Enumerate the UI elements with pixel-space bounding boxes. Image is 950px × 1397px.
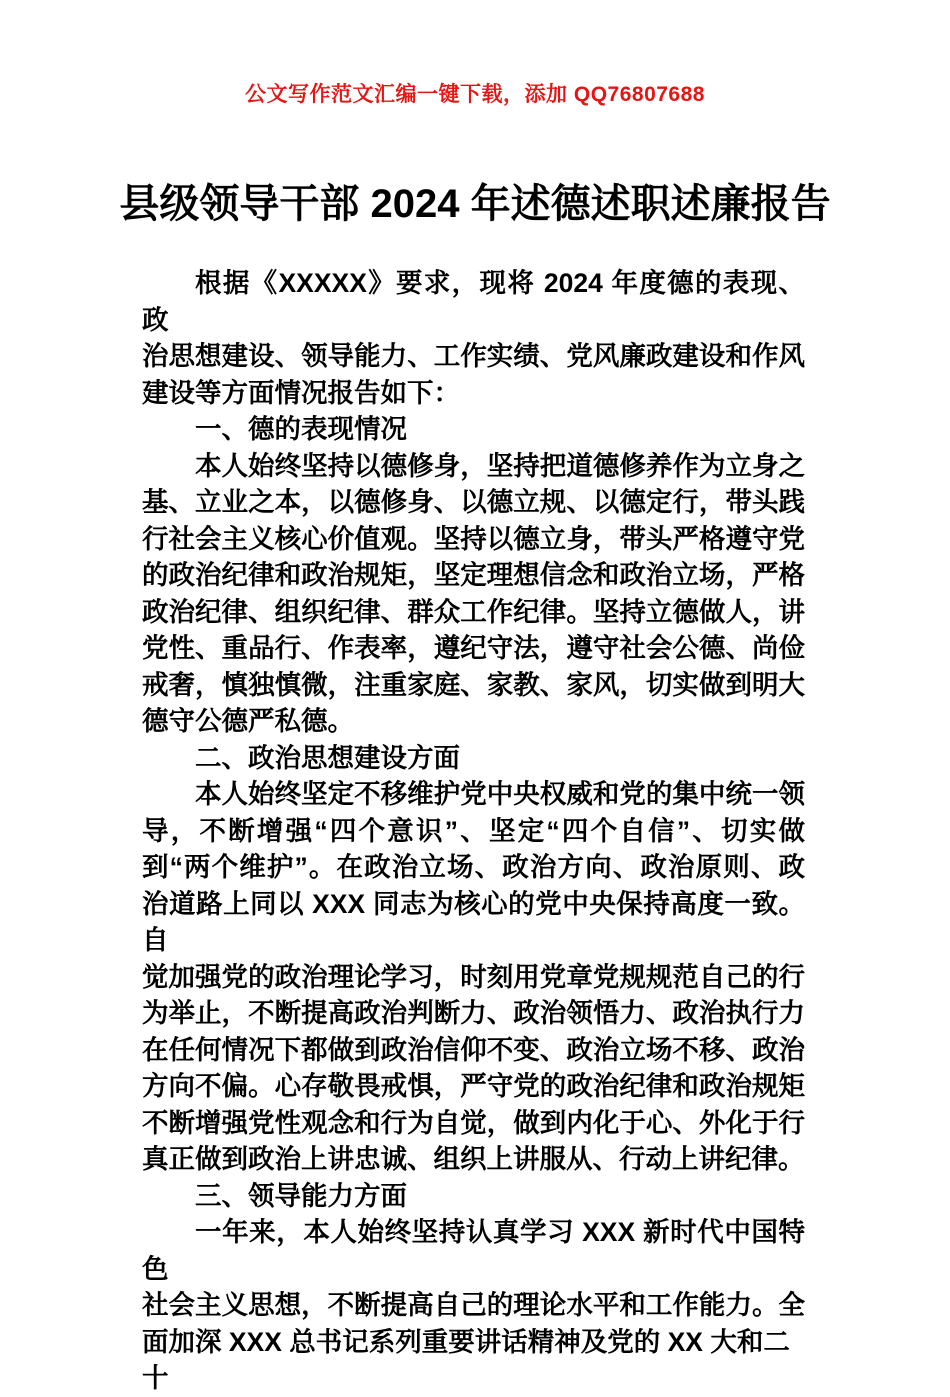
section-heading: 一、德的表现情况 bbox=[195, 414, 407, 444]
text-line: 不断增强党性观念和行为自觉，做到内化于心、外化于行 bbox=[142, 1107, 805, 1138]
text-line: 行社会主义核心价值观。坚持以德立身，带头严格遵守党 bbox=[142, 523, 805, 554]
text-line: 的政治纪律和政治规矩，坚定理想信念和政治立场，严格 bbox=[142, 560, 805, 590]
document-body bbox=[142, 265, 805, 1397]
text-line: 社会主义思想，不断提高自己的理论水平和工作能力。全 bbox=[142, 1290, 805, 1320]
text-line: 戒奢，慎独慎微，注重家庭、家教、家风，切实做到明大 bbox=[142, 669, 805, 700]
text-line: 本人始终坚定不移维护党中央权威和党的集中统一领 bbox=[195, 779, 805, 809]
text-line: 德守公德严私德。 bbox=[142, 706, 354, 736]
text-line: 政治纪律、组织纪律、群众工作纪律。坚持立德做人，讲 bbox=[142, 596, 805, 627]
text-line: 一年来，本人始终坚持认真学习 XXX 新时代中国特色 bbox=[142, 1217, 805, 1284]
text-line: 基、立业之本，以德修身、以德立规、以德定行，带头践 bbox=[142, 487, 805, 517]
text-line: 面加深 XXX 总书记系列重要讲话精神及党的 XX 大和二十 bbox=[142, 1326, 790, 1393]
text-line: 为举止，不断提高政治判断力、政治领悟力、政治执行力 bbox=[142, 998, 805, 1028]
text-line: 方向不偏。心存敬畏戒惧，严守党的政治纪律和政治规矩 bbox=[142, 1071, 805, 1101]
text-line: 建设等方面情况报告如下： bbox=[142, 377, 460, 408]
text-line: 导，不断增强“四个意识”、坚定“四个自信”、切实做 bbox=[142, 815, 805, 846]
promo-banner: 公文写作范文汇编一键下载，添加 QQ76807688 bbox=[245, 83, 705, 106]
section-heading: 二、政治思想建设方面 bbox=[195, 742, 460, 773]
text-line: 觉加强党的政治理论学习，时刻用党章党规规范自己的行 bbox=[142, 961, 805, 992]
document-title: 县级领导干部 2024 年述德述职述廉报告 bbox=[119, 182, 831, 226]
text-line: 治道路上同以 XXX 同志为核心的党中央保持高度一致。自 bbox=[142, 888, 805, 955]
text-line: 到“两个维护”。在政治立场、政治方向、政治原则、政 bbox=[142, 852, 805, 882]
text-line: 在任何情况下都做到政治信仰不变、政治立场不移、政治 bbox=[142, 1034, 805, 1065]
text-line: 治思想建设、领导能力、工作实绩、党风廉政建设和作风 bbox=[142, 341, 805, 371]
text-line: 本人始终坚持以德修身，坚持把道德修养作为立身之 bbox=[195, 450, 805, 481]
text-line: 真正做到政治上讲忠诚、组织上讲服从、行动上讲纪律。 bbox=[142, 1144, 805, 1174]
text-line: 党性、重品行、作表率，遵纪守法，遵守社会公德、尚俭 bbox=[142, 633, 805, 663]
paragraph bbox=[142, 1214, 805, 1397]
section-heading: 三、领导能力方面 bbox=[195, 1180, 407, 1211]
paragraph bbox=[142, 265, 805, 411]
paragraph bbox=[142, 776, 805, 1178]
paragraph bbox=[142, 448, 805, 740]
text-line: 根据《XXXXX》要求，现将 2024 年度德的表现、政 bbox=[142, 268, 805, 335]
